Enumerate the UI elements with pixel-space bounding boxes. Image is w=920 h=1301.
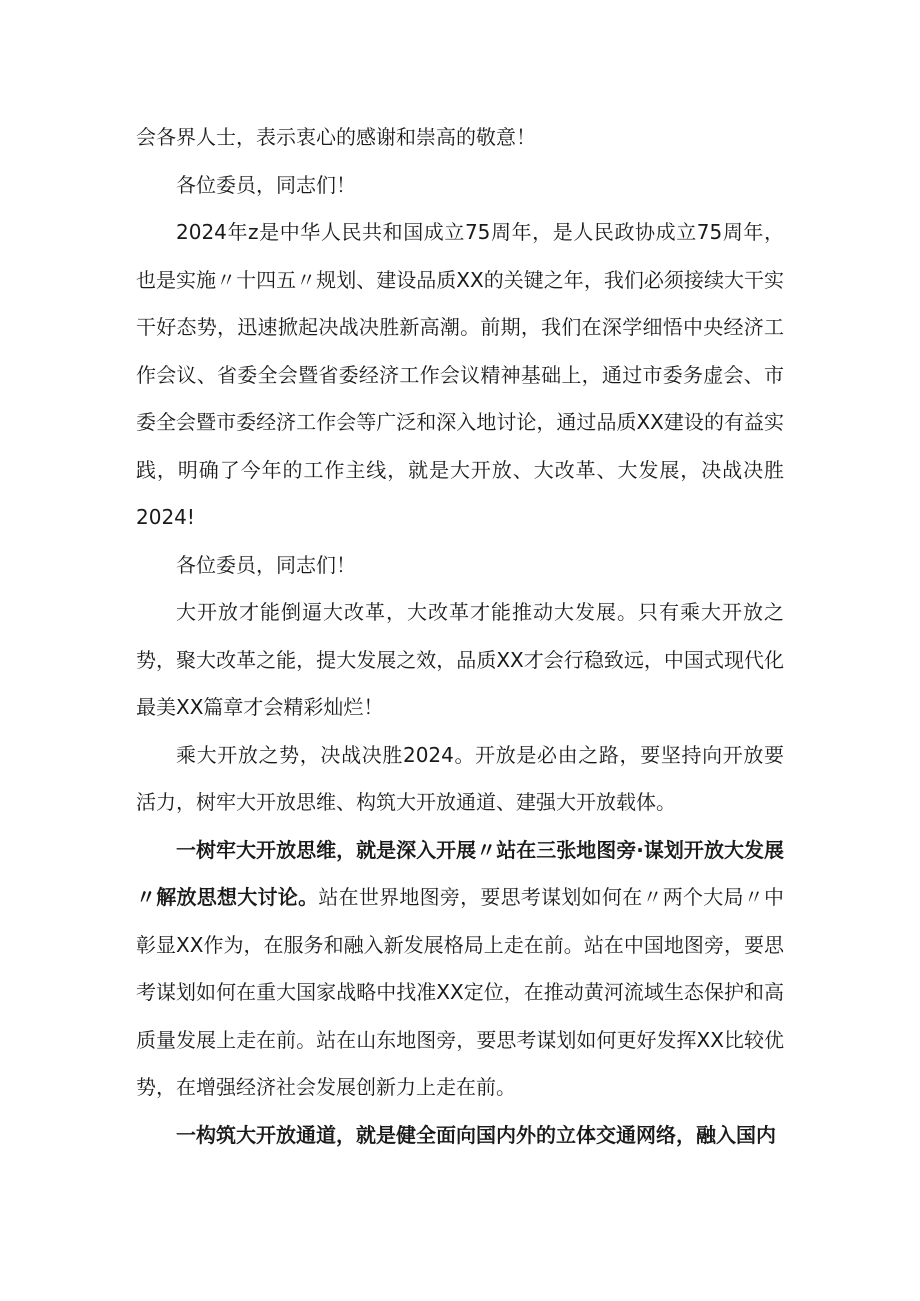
paragraph-3-text: 2024年z是中华人民共和国成立75周年，是人民政协成立75周年，也是实施〃十四五〃规划、建设品质XX的关键之年，我们必须接续大干实干好态势，迅速掀起决战决胜新高潮。前期，我们在深学细悟中央经济工作会议、省委全会暨省委经济工作会议精神基础上，通过市委务虚会、市委全会暨市委经济工作会等广泛和深入地讨论，通过品质XX建设的有益实践，明确了今年的工作主线，就是大开放、大改革、大发展，决战决胜2024!	[136, 220, 784, 529]
paragraph-7-lead: 一树牢大开放思维，就是深入开展〃站在三张地图旁·谋划开放大发展〃解放思想大讨论。	[136, 837, 784, 909]
paragraph-2-text: 各位委员，同志们！	[176, 172, 356, 197]
paragraph-4	[136, 542, 784, 590]
document-body	[136, 114, 784, 1159]
paragraph-5-text: 大开放才能倒逼大改革，大改革才能推动大发展。只有乘大开放之势，聚大改革之能，提大发展之效，品质XX才会行稳致远，中国式现代化最美XX篇章才会精彩灿烂！	[136, 600, 784, 719]
paragraph-8	[136, 1112, 784, 1160]
paragraph-7-text: 站在世界地图旁，要思考谋划如何在〃两个大局〃中彰显XX作为，在服务和融入新发展格局上走在前。站在中国地图旁，要思考谋划如何在重大国家战略中找准XX定位，在推动黄河流域生态保护和高质量发展上走在前。站在山东地图旁，要思考谋划如何更好发挥XX比较优势，在增强经济社会发展创新力上走在前。	[136, 885, 785, 1099]
paragraph-5	[136, 589, 784, 732]
paragraph-6	[136, 732, 784, 827]
paragraph-3	[136, 209, 784, 542]
paragraph-8-lead: 一构筑大开放通道，就是健全面向国内外的立体交通网络，融入国内	[176, 1122, 776, 1147]
paragraph-1-text: 会各界人士，表示衷心的感谢和崇高的敬意！	[136, 125, 536, 149]
paragraph-4-text: 各位委员，同志们！	[176, 552, 356, 577]
paragraph-2	[136, 162, 784, 210]
paragraph-6-text: 乘大开放之势，决战决胜2024。开放是必由之路，要坚持向开放要活力，树牢大开放思维、构筑大开放通道、建强大开放载体。	[136, 742, 784, 814]
paragraph-1	[136, 114, 784, 162]
paragraph-7	[136, 827, 784, 1112]
